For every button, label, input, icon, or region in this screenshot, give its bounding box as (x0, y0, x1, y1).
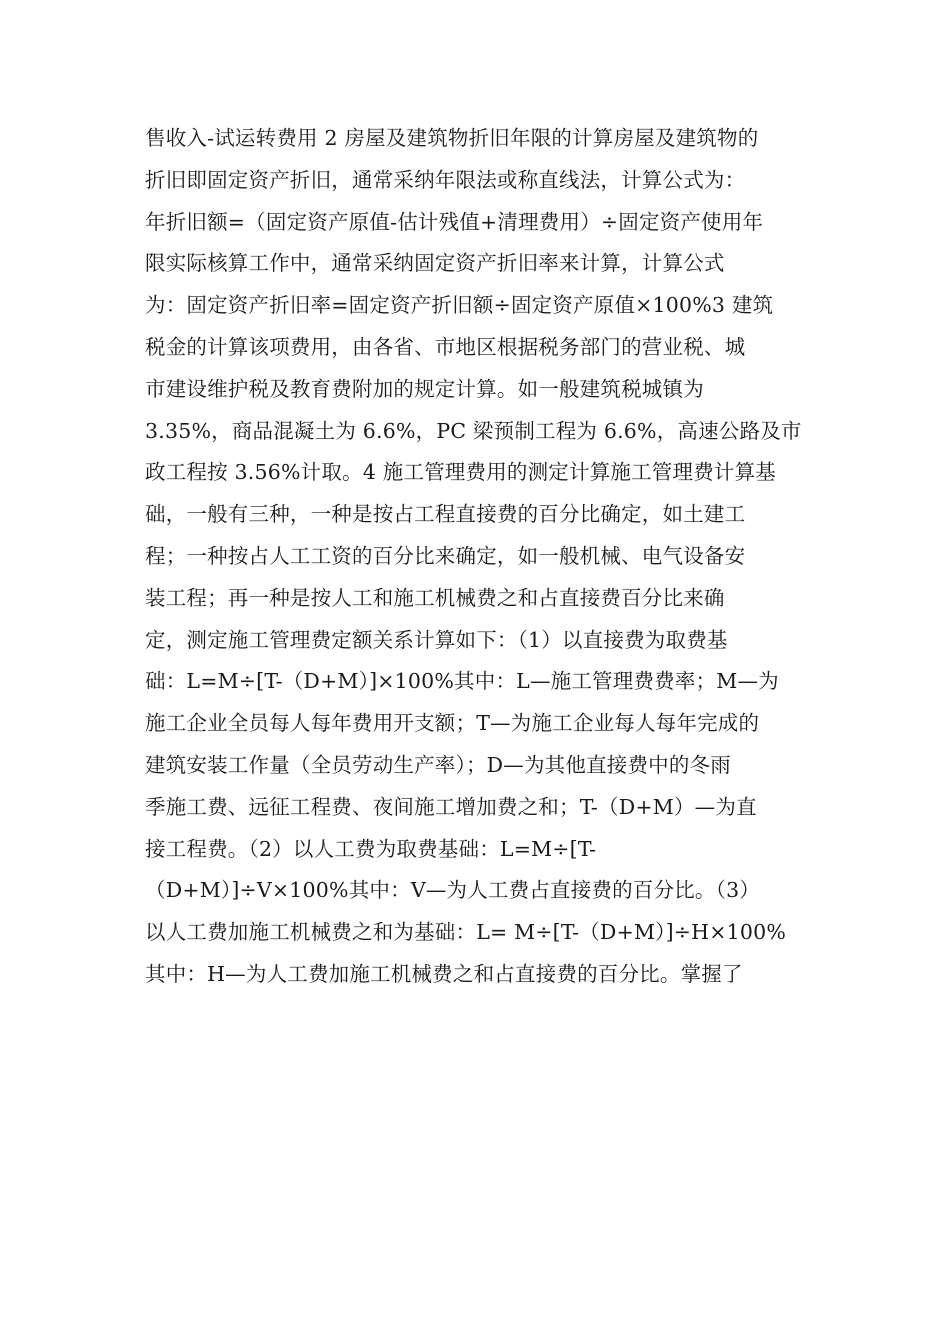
text-line: （D+M）]÷V×100%其中：V—为人工费占直接费的百分比。（3） (145, 878, 761, 903)
text-line: 础：L=M÷[T-（D+M）]×100%其中：L—施工管理费费率；M—为 (145, 669, 779, 694)
text-line: 其中：H—为人工费加施工机械费之和占直接费的百分比。掌握了 (145, 961, 743, 986)
text-line: 建筑安装工作量（全员劳动生产率）；D—为其他直接费中的冬雨 (145, 752, 731, 777)
text-line: 限实际核算工作中，通常采纳固定资产折旧率来计算，计算公式 (145, 251, 725, 276)
text-line: 接工程费。（2）以人工费为取费基础：L=M÷[T- (145, 836, 597, 861)
text-line: 折旧即固定资产折旧，通常采纳年限法或称直线法，计算公式为： (145, 167, 746, 192)
text-line: 装工程；再一种是按人工和施工机械费之和占直接费百分比来确 (145, 585, 725, 610)
text-line: 年折旧额=（固定资产原值-估计残值+清理费用）÷固定资产使用年 (145, 209, 764, 234)
text-line: 础，一般有三种，一种是按占工程直接费的百分比确定，如土建工 (145, 502, 746, 527)
text-line: 程；一种按占人工工资的百分比来确定，如一般机械、电气设备安 (145, 543, 746, 568)
text-line: 为：固定资产折旧率=固定资产折旧额÷固定资产原值×100%3 建筑 (145, 293, 774, 318)
text-line: 售收入-试运转费用 2 房屋及建筑物折旧年限的计算房屋及建筑物的 (145, 126, 759, 150)
text-line: 以人工费加施工机械费之和为基础：L= M÷[T-（D+M）]÷H×100% (145, 920, 787, 945)
text-line: 定，测定施工管理费定额关系计算如下：（1）以直接费为取费基 (145, 627, 728, 652)
text-line: 季施工费、远征工程费、夜间施工增加费之和；T-（D+M）—为直 (145, 794, 757, 819)
body-text (145, 118, 825, 996)
text-line: 施工企业全员每人每年费用开支额；T—为施工企业每人每年完成的 (145, 711, 760, 736)
text-line: 税金的计算该项费用，由各省、市地区根据税务部门的营业税、城 (145, 334, 746, 359)
text-line: 市建设维护税及教育费附加的规定计算。如一般建筑税城镇为 (145, 376, 704, 401)
text-line: 政工程按 3.56%计取。4 施工管理费用的测定计算施工管理费计算基 (145, 460, 776, 485)
text-line: 3.35%，商品混凝土为 6.6%，PC 梁预制工程为 6.6%，高速公路及市 (145, 418, 802, 443)
